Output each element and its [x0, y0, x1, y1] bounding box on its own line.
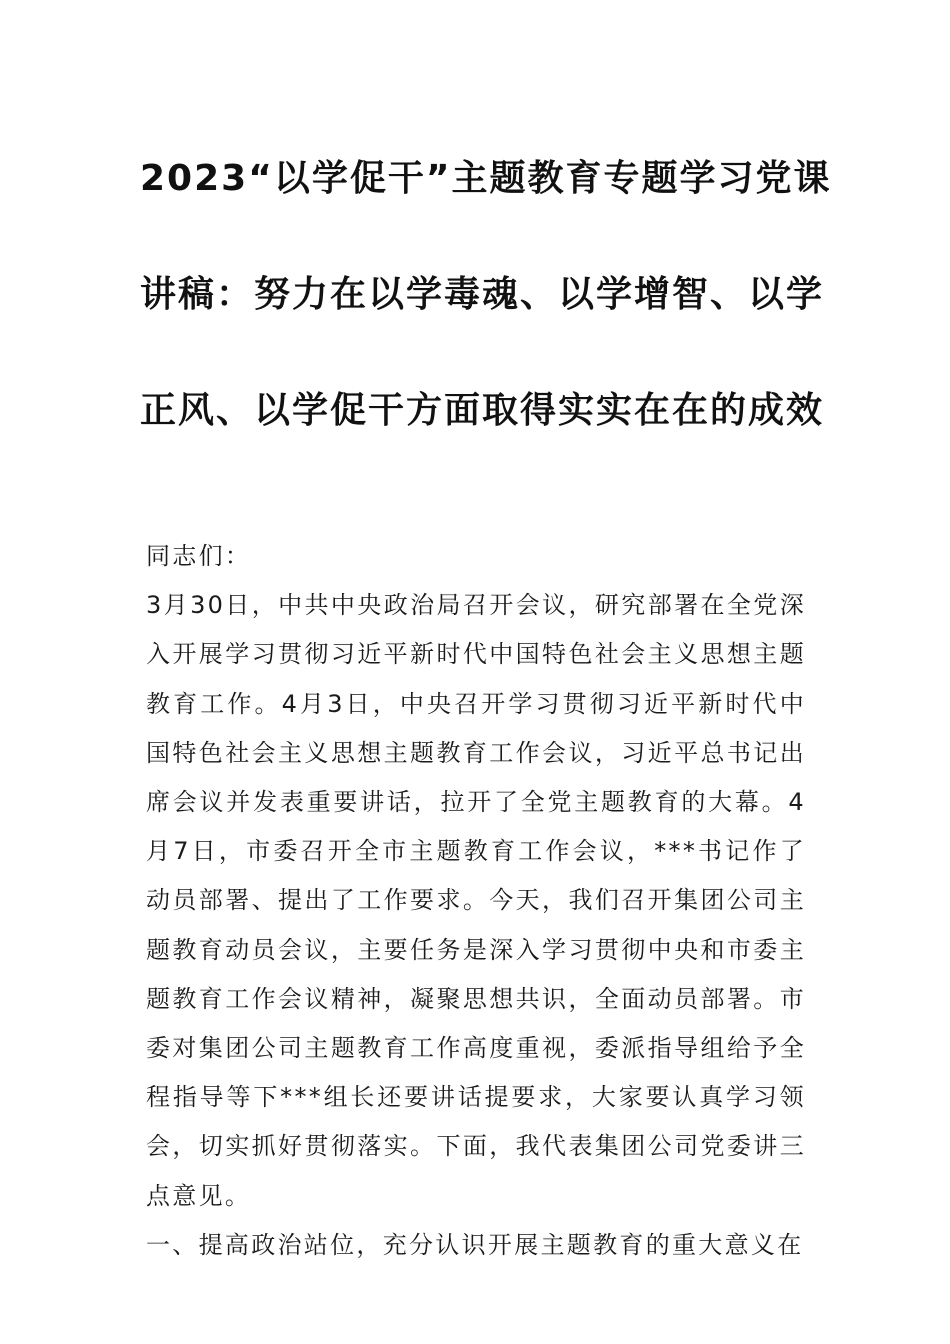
- title-line-2: 讲稿：努力在以学毒魂、以学增智、以学: [140, 274, 825, 315]
- document-body: [146, 532, 806, 1270]
- title-line-3: 正风、以学促干方面取得实实在在的成效: [140, 390, 825, 431]
- salutation: 同志们：: [146, 542, 252, 570]
- section-heading-1: 一、提高政治站位，充分认识开展主题教育的重大意义在: [146, 1230, 804, 1259]
- title-line-1: 2023“以学促干”主题教育专题学习党课: [140, 158, 832, 199]
- body-paragraph-1: 3月30日，中共中央政治局召开会议，研究部署在全党深入开展学习贯彻习近平新时代中国特色社会主义思想主题教育工作。4月3日，中央召开学习贯彻习近平新时代中国特色社会主义思想主题教育工作会议，习近平总书记出席会议并发表重要讲话，拉开了全党主题教育的大幕。4月7日，市委召开全市主题教育工作会议，***书记作了动员部署、提出了工作要求。今天，我们召开集团公司主题教育动员会议，主要任务是深入学习贯彻中央和市委主题教育工作会议精神，凝聚思想共识，全面动员部署。市委对集团公司主题教育工作高度重视，委派指导组给予全程指导等下***组长还要讲话提要求，大家要认真学习领会，切实抓好贯彻落实。下面，我代表集团公司党委讲三点意见。: [146, 591, 806, 1210]
- document-title: [140, 150, 832, 440]
